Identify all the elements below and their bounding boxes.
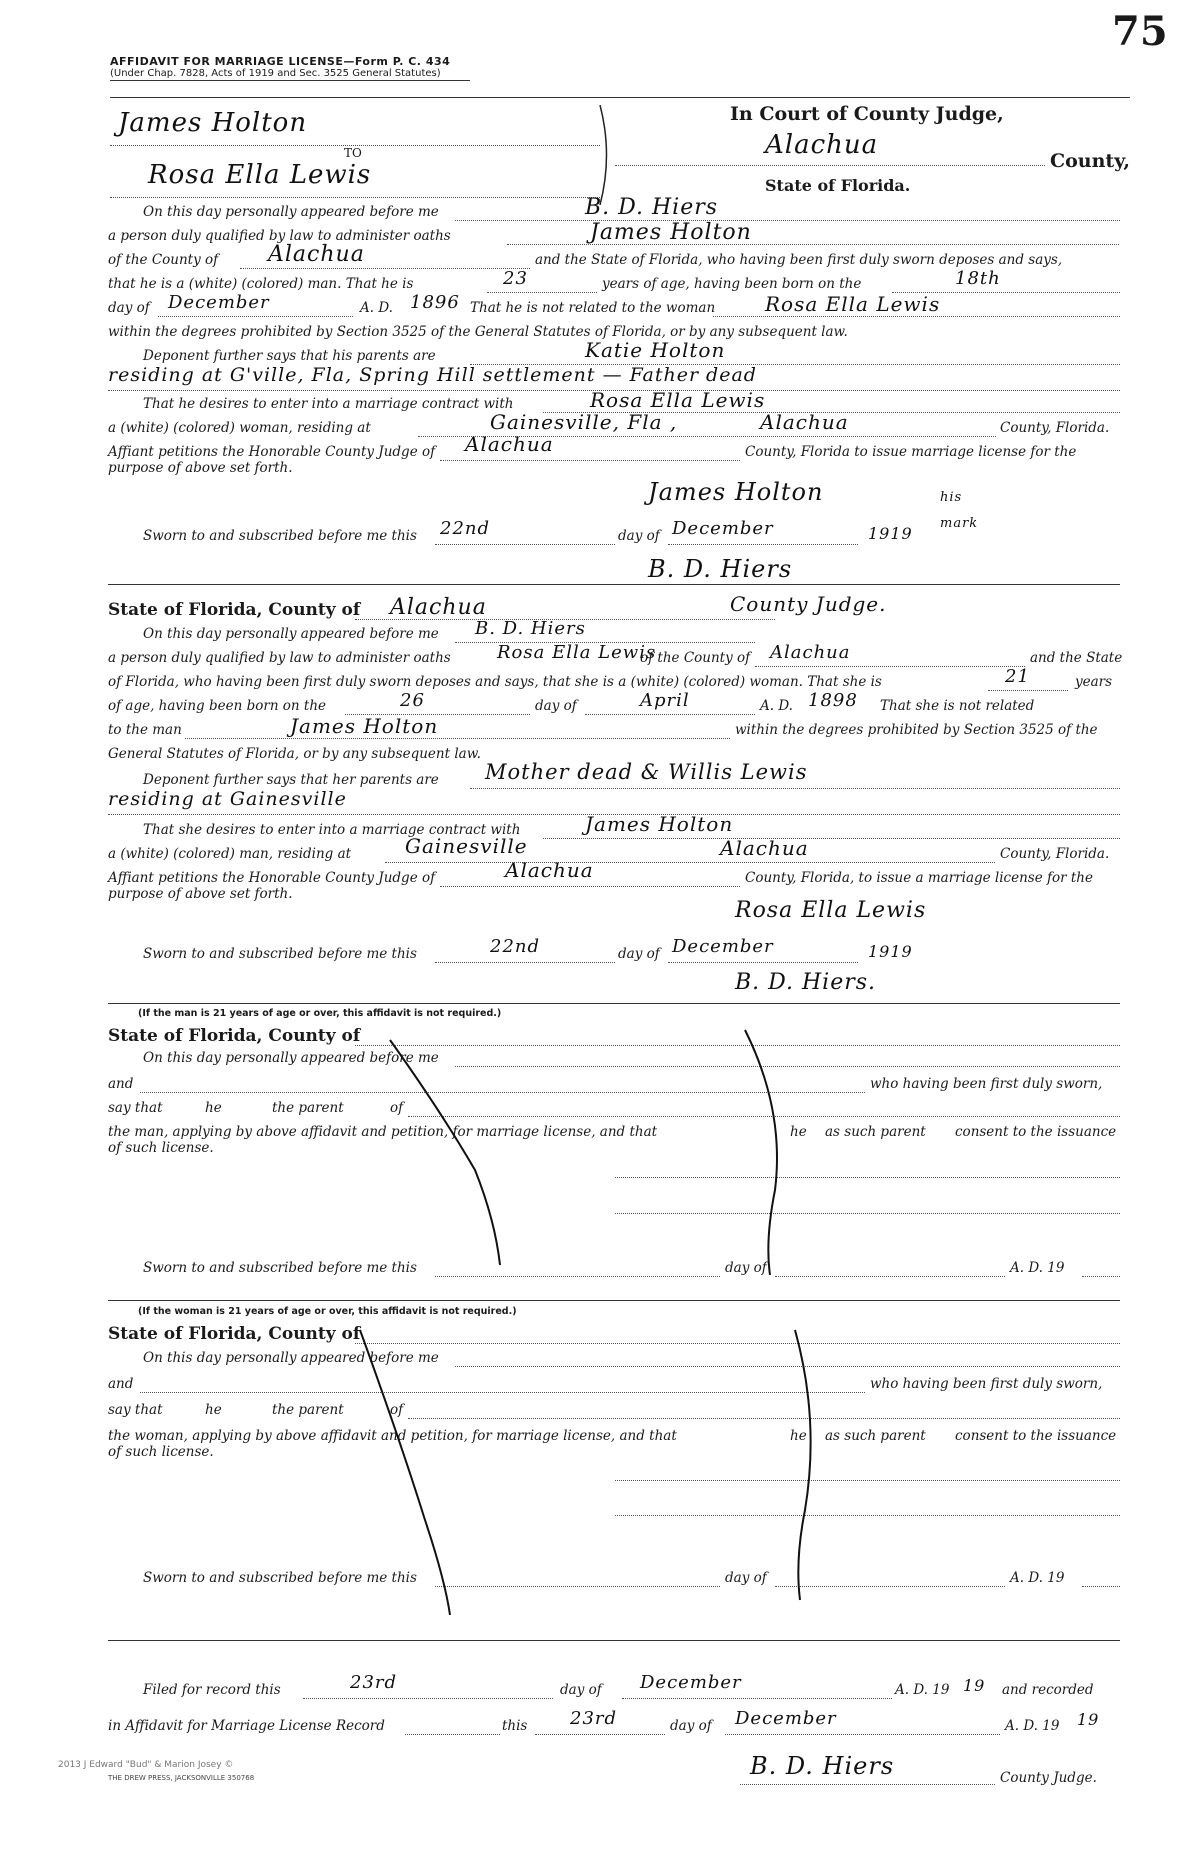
ga-signature: James Holton [648,478,824,506]
ba-line8: That she desires to enter into a marriage contract with [143,822,521,838]
ba-residence: Gainesville [405,834,528,858]
pm-line4c: consent to the issuance [955,1124,1117,1140]
ga-age-line [487,292,597,293]
filing-line2b: this [502,1718,528,1734]
ga-residence: Gainesville, Fla , [490,410,678,434]
ba-line9a: a (white) (colored) man, residing at [108,846,352,862]
pw-line4c: consent to the issuance [955,1428,1117,1444]
pw-sworn-year-line [1082,1586,1120,1587]
top-rule [110,97,1130,98]
ga-sworn-month-line [668,544,858,545]
pw-line4: the woman, applying by above affidavit and petition, for marriage license, and that [108,1428,677,1444]
ba-birth-year: 1898 [808,690,858,711]
ga-line7: Deponent further says that his parents are [143,348,436,364]
filing-rec-gap-line [405,1734,500,1735]
ga-parents-1: Katie Holton [585,338,726,362]
filing-month: December [640,1672,742,1693]
ba-judge-county-line [440,886,740,887]
ba-line7: Deponent further says that her parents are [143,772,439,788]
ga-line11: purpose of above set forth. [108,460,293,476]
filing-line1b: day of [560,1682,602,1698]
copyright-notice: 2013 J Edward "Bud" & Marion Josey © [58,1760,234,1770]
pm-line3a: say that [108,1100,163,1116]
ga-sworn-year: 1919 [868,524,913,543]
pm-sworn-a: Sworn to and subscribed before me this [143,1260,417,1276]
ga-judge-county: Alachua [465,432,554,456]
filing-line1a: Filed for record this [143,1682,281,1698]
pw-strikeout-marks [350,1320,870,1620]
ba-sworn-b: day of [618,946,660,962]
ga-line2: a person duly qualified by law to administer oaths [108,228,451,244]
ba-parents-line [470,788,1120,789]
ga-line10b: County, Florida to issue marriage license for the [745,444,1077,460]
filing-line1c: A. D. 19 [895,1682,950,1698]
pw-sworn-b: day of [725,1570,767,1586]
ba-line4a: of age, having been born on the [108,698,327,714]
pm-sworn-b: day of [725,1260,767,1276]
form-title: AFFIDAVIT FOR MARRIAGE LICENSE—Form P. C. 434 [110,55,451,68]
ga-sworn-b: day of [618,528,660,544]
pw-sworn-a: Sworn to and subscribed before me this [143,1570,417,1586]
ba-line6: General Statutes of Florida, or by any subsequent law. [108,746,481,762]
ga-line1: On this day personally appeared before me [143,204,439,220]
ba-sworn-month-line [668,962,858,963]
pm-strikeout-marks [380,1020,800,1300]
ba-sworn-day-line [435,962,615,963]
ga-line10a: Affiant petitions the Honorable County Judge of [108,444,436,460]
ga-line3a: of the County of [108,252,219,268]
ba-county: Alachua [390,595,487,620]
ga-line5b: A. D. [360,300,393,316]
groom-name: James Holton [118,108,308,138]
ga-county-line [240,268,530,269]
filing-rec-month: December [735,1708,837,1729]
ba-residence-county: Alachua [720,836,809,860]
pm-line4b: as such parent [825,1124,926,1140]
ba-line4d: That she is not related [880,698,1035,714]
ba-spouse-line [543,838,1120,839]
pm-line4: the man, applying by above affidavit and petition, for marriage license, and that [108,1124,658,1140]
ga-judge-county-line [440,460,740,461]
pm-line3b: the parent [272,1100,344,1116]
pm-line3c: of [390,1100,404,1116]
ba-residence-line [385,862,995,863]
court-heading: In Court of County Judge, [730,103,1004,125]
ga-birth-month-line [158,316,353,317]
to-label: TO [344,146,362,160]
ga-judge-signature: B. D. Hiers [648,555,793,583]
ba-county2: Alachua [770,642,851,663]
pw-line3c: of [390,1402,404,1418]
state-heading: State of Florida. [765,176,911,195]
ba-line4c: A. D. [760,698,793,714]
pm-line3-he: he [205,1100,222,1116]
ba-judge-signature: B. D. Hiers. [735,970,877,995]
ba-line5b: within the degrees prohibited by Section 3525 of the [735,722,1098,738]
pw-line1: On this day personally appeared before me [143,1350,439,1366]
filing-judge-title: County Judge. [1000,1770,1097,1786]
ba-line5a: to the man [108,722,182,738]
pw-line2a: and [108,1376,134,1392]
ga-line6: within the degrees prohibited by Section 3525 of the General Statutes of Florida, or by any subsequent law. [108,324,848,340]
filing-judge-line [740,1784,995,1785]
ba-official: B. D. Hiers [475,618,586,639]
section-rule-4 [108,1640,1120,1641]
ga-official-line [455,220,1120,221]
ba-line11: purpose of above set forth. [108,886,293,902]
ba-sworn-month: December [672,936,774,957]
pw-note: (If the woman is 21 years of age or over, this affidavit is not required.) [138,1306,517,1317]
filing-judge-signature: B. D. Hiers [750,1752,895,1780]
ga-parents-2: residing at G'ville, Fla, Spring Hill settlement — Father dead [108,364,757,386]
pw-line2b: who having been first duly sworn, [870,1376,1103,1392]
filing-month-line [622,1698,892,1699]
pw-line4b: as such parent [825,1428,926,1444]
ga-line8: That he desires to enter into a marriage contract with [143,396,514,412]
filing-rec-year: 19 [1077,1710,1100,1729]
ga-birth-day: 18th [955,268,1001,289]
filing-line1d: and recorded [1002,1682,1094,1698]
pw-line3a: say that [108,1402,163,1418]
ba-signature: Rosa Ella Lewis [735,898,927,923]
ba-man: James Holton [290,714,439,738]
ga-line9b: County, Florida. [1000,420,1110,436]
printer-imprint: THE DREW PRESS, JACKSONVILLE 350768 [108,1774,255,1782]
ba-parents-1: Mother dead & Willis Lewis [485,760,808,784]
ba-line4b: day of [535,698,577,714]
ba-state-county: State of Florida, County of [108,600,361,620]
ga-woman: Rosa Ella Lewis [765,292,941,316]
ba-sworn-day: 22nd [490,936,541,957]
pm-line2a: and [108,1076,134,1092]
ba-birth-month: April [640,690,690,711]
bride-name: Rosa Ella Lewis [148,160,372,190]
ba-line3a: of Florida, who having been first duly sworn deposes and says, that she is a (white) (colored) woman. That she is [108,674,882,690]
ga-affiant: James Holton [590,220,752,245]
case-brace [595,105,625,205]
pm-sworn-c: A. D. 19 [1010,1260,1065,1276]
ga-line4b: years of age, having been born on the [602,276,862,292]
ba-birth-month-line [585,714,755,715]
ga-his-mark: his mark [940,490,979,531]
ga-sworn-day: 22nd [440,518,491,539]
ga-line5c: That he is not related to the woman [470,300,716,316]
ga-birth-year: 1896 [410,292,460,313]
county-label: County, [1050,150,1131,172]
ga-line4a: that he is a (white) (colored) man. That he is [108,276,414,292]
ga-line3b: and the State of Florida, who having been first duly sworn deposes and says, [535,252,1063,268]
filing-line2a: in Affidavit for Marriage License Record [108,1718,385,1734]
bride-line [110,197,600,198]
section-rule-3 [108,1300,1120,1301]
court-county-line [615,165,1045,166]
ga-line9a: a (white) (colored) woman, residing at [108,420,371,436]
ba-age: 21 [1005,666,1030,687]
ba-birth-day: 26 [400,690,425,711]
ba-line2c: and the State [1030,650,1123,666]
pm-line2b: who having been first duly sworn, [870,1076,1103,1092]
pw-line3b: the parent [272,1402,344,1418]
ba-line2b: of the County of [640,650,751,666]
ga-line5a: day of [108,300,150,316]
filing-line2d: A. D. 19 [1005,1718,1060,1734]
ba-line10a: Affiant petitions the Honorable County Judge of [108,870,436,886]
ba-line9b: County, Florida. [1000,846,1110,862]
ba-affiant: Rosa Ella Lewis [497,642,657,663]
section-rule-1 [108,584,1120,585]
ga-sworn-a: Sworn to and subscribed before me this [143,528,417,544]
pw-line5: of such license. [108,1444,214,1460]
filing-day: 23rd [350,1672,398,1693]
ga-residence-county: Alachua [760,410,849,434]
filing-line2c: day of [670,1718,712,1734]
ba-sworn-year: 1919 [868,942,913,961]
filing-rec-day: 23rd [570,1708,618,1729]
ba-sworn-a: Sworn to and subscribed before me this [143,946,417,962]
pm-line5: of such license. [108,1140,214,1156]
header-rule [110,80,470,81]
ga-county: Alachua [268,242,365,267]
pm-line1: On this day personally appeared before me [143,1050,439,1066]
ba-line1: On this day personally appeared before me [143,626,439,642]
filing-day-line [303,1698,553,1699]
ba-line10b: County, Florida, to issue a marriage license for the [745,870,1093,886]
pm-note: (If the man is 21 years of age or over, this affidavit is not required.) [138,1008,502,1019]
pm-state-county: State of Florida, County of [108,1026,361,1046]
ba-age-line [988,690,1068,691]
ga-official: B. D. Hiers [585,195,719,220]
court-county-name: Alachua [765,130,879,160]
ga-sworn-month: December [672,518,774,539]
ga-sworn-day-line [435,544,615,545]
pw-state-county: State of Florida, County of [108,1324,361,1344]
pw-sworn-c: A. D. 19 [1010,1570,1065,1586]
ga-woman-line [713,316,1120,317]
form-subtitle: (Under Chap. 7828, Acts of 1919 and Sec. 3525 General Statutes) [110,68,441,79]
filing-year: 19 [963,1676,986,1695]
ba-county2-line [755,666,1025,667]
ga-age: 23 [503,268,528,289]
pw-line4-he: he [790,1428,807,1444]
ba-line2: a person duly qualified by law to administer oaths [108,650,451,666]
ba-spouse: James Holton [585,812,734,836]
ba-line3b: years [1075,674,1113,690]
ba-parents-2: residing at Gainesville [108,788,347,810]
ba-judge-county: Alachua [505,858,594,882]
section-rule-2 [108,1003,1120,1004]
page-number: 75 [1112,8,1168,55]
pw-line3-he: he [205,1402,222,1418]
pm-sworn-year-line [1082,1276,1120,1277]
filing-rec-month-line [725,1734,1000,1735]
filing-rec-day-line [535,1734,665,1735]
ga-spouse: Rosa Ella Lewis [590,388,766,412]
pm-sworn-month-line [775,1276,1005,1277]
ga-birth-month: December [168,292,270,313]
pm-line4-he: he [790,1124,807,1140]
ba-man-line [185,738,730,739]
ga-judge-title: County Judge. [730,592,887,616]
